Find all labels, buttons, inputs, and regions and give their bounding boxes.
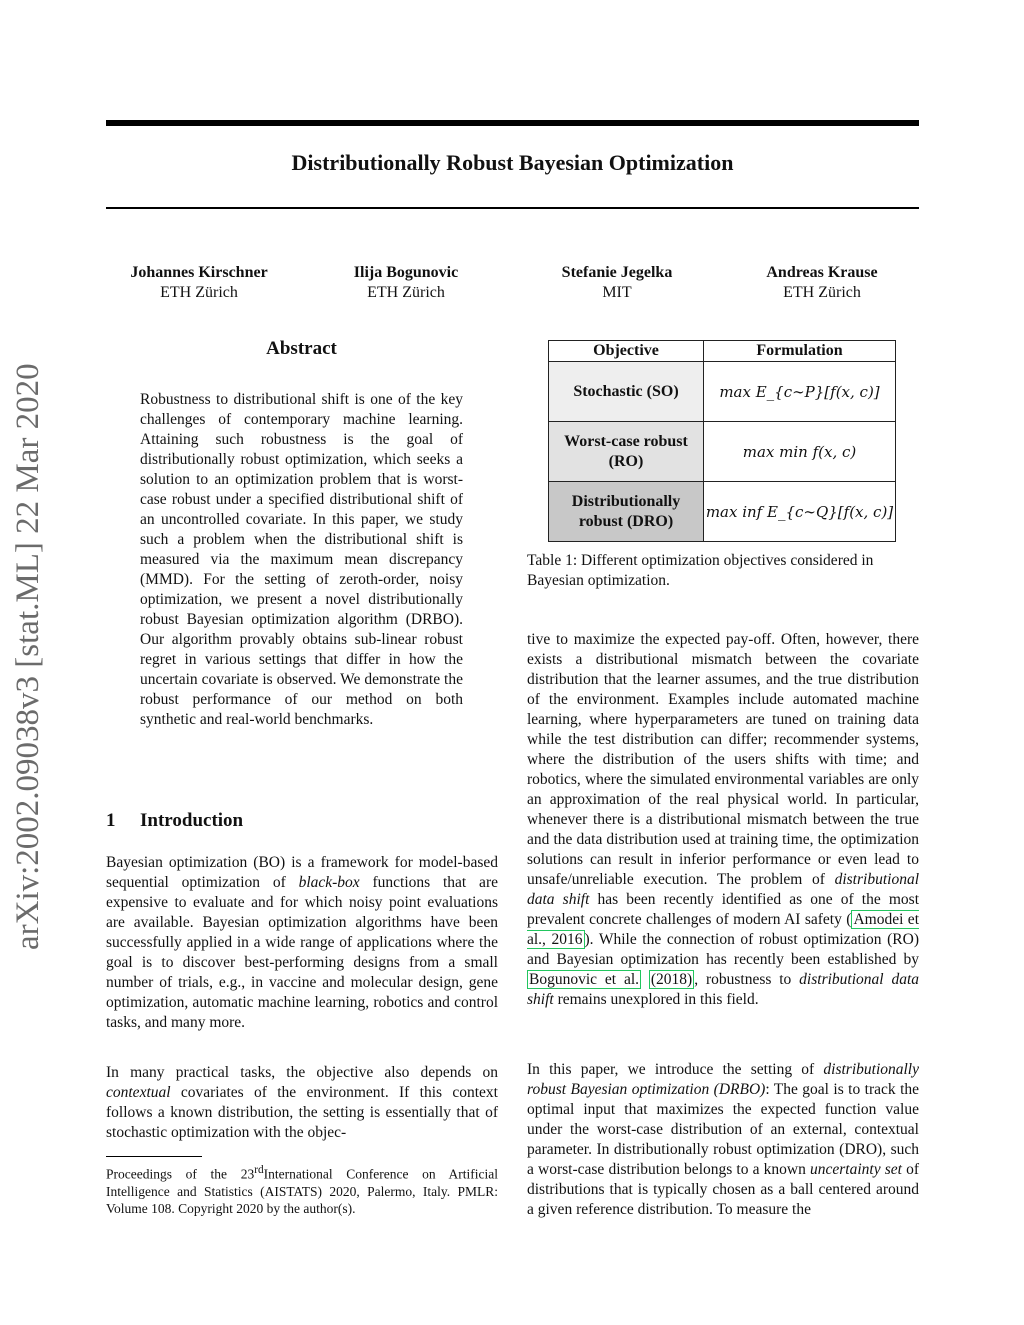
table-caption: Table 1: Different optimization objectives considered in Bayesian optimization. [527,552,874,589]
text-run: of distributions that is typically chosen as a ball centered around a given reference distribution. To measure the [527,1161,919,1218]
text-run: In many practical tasks, the objective also depends on [106,1064,498,1081]
table-row [549,482,896,542]
arxiv-identifier: arXiv:2002.09038v3 [stat.ML] 22 Mar 2020 [10,363,46,950]
emphasis: black-box [298,874,360,891]
table-row-label: Distributionally robust (DRO) [549,482,704,542]
table-row-formula: max inf E_{c∼Q}[f(x, c)] [704,482,896,542]
section-title: Introduction [140,810,244,831]
text-run: ). While the connection of robust optimization (RO) and Bayesian optimization has recently been established by [527,931,919,968]
table-header-row [549,341,896,362]
text-run: In this paper, we introduce the setting of [527,1061,824,1078]
text-run: remains unexplored in this field. [553,991,759,1008]
table-row-formula: max E_{c∼P}[f(x, c)] [704,362,896,422]
author-affiliation: ETH Zürich [160,284,238,301]
objectives-table [548,340,896,542]
text-run: Proceedings of the 23 [106,1166,255,1182]
citation-link[interactable]: Bogunovic et al. [529,971,639,988]
author-block [99,263,299,303]
superscript: rd [254,1164,264,1176]
text-run: tive to maximize the expected pay-off. Often, however, there exists a distributional mismatch between the covariate distribution that the learner assumes, and the true distribution of the environment. Examples include automated machine learning, where hyperparameters are tuned on training data while the test distribution can differ; recommender systems, where the distribution of the users shifts with time; and robotics, where the simulated environmental variables are only an approximation of the real physical world. In particular, whenever there is a distributional mismatch between the true and the data distribution used at training time, the optimization solutions can result in inferior performance or even lead to unsafe/unreliable execution. The problem of [527,631,919,888]
table-row [549,362,896,422]
author-affiliation: MIT [602,284,632,301]
text-run: covariates of the environment. If this context follows a known distribution, the setting is essentially that of stochastic optimization with the objec- [106,1084,498,1141]
footnote [106,1162,498,1217]
emphasis: distributional data shift [527,971,919,1008]
section-number: 1 [106,810,116,831]
abstract-heading: Abstract [266,338,337,359]
title-rule-bottom [106,207,919,209]
author-name: Stefanie Jegelka [561,264,673,281]
author-name: Ilija Bogunovic [353,264,459,281]
table-row-formula: max min f(x, c) [704,422,896,482]
text-run: functions that are expensive to evaluate and for which noisy point evaluations are available. Bayesian optimization algorithms have been successfully applied in a wide range of applications where the goal is to discover best-performing designs from a small number of trials, e.g., in vaccine and molecular design, gene optimization, automatic machine learning, robotics and control tasks, and many more. [106,874,498,1031]
citation-link[interactable]: (2018) [650,971,693,988]
text-run: : The goal is to track the optimal input that maximizes the expected function value under the worst-case distribution of an external, contextual parameter. In distributionally robust optimization (DRO), such a worst-case distribution belongs to a known [527,1081,920,1178]
author-block [306,263,506,303]
citation-link[interactable]: Amodei et al., 2016 [527,911,919,948]
emphasis: uncertainty set [809,1161,902,1178]
paper-title: Distributionally Robust Bayesian Optimization [291,150,734,175]
author-name: Johannes Kirschner [130,264,268,281]
emphasis: distributionally robust Bayesian optimization (DRBO) [527,1061,919,1098]
author-block [517,263,717,303]
emphasis: distributional data shift [527,871,919,908]
table-row [549,422,896,482]
author-name: Andreas Krause [766,264,878,281]
author-affiliation: ETH Zürich [783,284,861,301]
intro-paragraph-1 [106,853,498,1033]
table-header-cell: Objective [549,341,704,362]
text-run: Bayesian optimization (BO) is a framework for model-based sequential optimization of [106,854,498,891]
text-run: has been recently identified as one of the most prevalent concrete challenges of modern AI safety ( [527,891,920,928]
table-row-label: Stochastic (SO) [549,362,704,422]
right-paragraph-1 [527,630,919,1010]
text-run: , robustness to [694,971,800,988]
author-affiliation: ETH Zürich [367,284,445,301]
table-row-label: Worst-case robust (RO) [549,422,704,482]
author-block [722,263,922,303]
intro-paragraph-2 [106,1063,498,1143]
right-paragraph-2 [527,1060,919,1220]
footnote-rule [106,1156,202,1157]
text-run: International Conference on Artificial Intelligence and Statistics (AISTATS) 2020, Palermo, Italy. PMLR: Volume 108. Copyright 2020 by the author(s). [106,1166,498,1216]
abstract-text: Robustness to distributional shift is one of the key challenges of contemporary machine learning. Attaining such robustness is the goal of distributionally robust optimization, which seeks a solution to an optimization problem that is worst-case robust under a specified distributional shift of an uncontrolled covariate. In this paper, we study such a problem when the distributional shift is measured via the maximum mean discrepancy (MMD). For the setting of zeroth-order, noisy optimization, we present a novel distributionally robust Bayesian optimization algorithm (DRBO). Our algorithm provably obtains sub-linear robust regret in various settings that differ in how the uncertain covariate is observed. We demonstrate the robust performance of our method on both synthetic and real-world benchmarks. [140,391,463,728]
emphasis: contextual [106,1084,171,1101]
section-heading-introduction [106,810,243,832]
table-header-cell: Formulation [704,341,896,362]
title-rule-top [106,120,919,126]
